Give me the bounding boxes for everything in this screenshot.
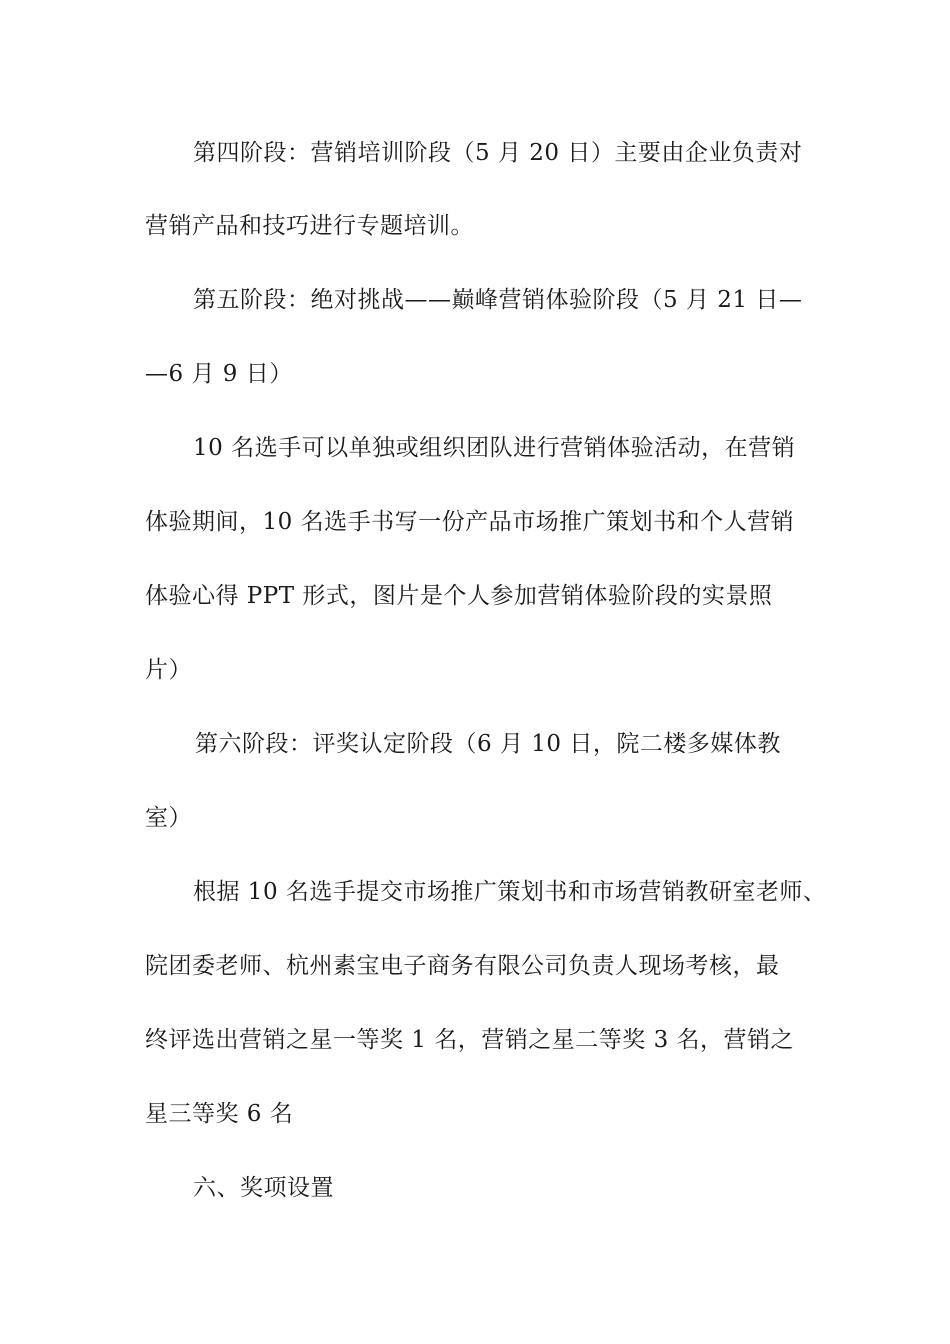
paragraph-activity-line1: 10 名选手可以单独或组织团队进行营销体验活动，在营销	[193, 435, 796, 461]
paragraph-evaluation-line3: 终评选出营销之星一等奖 1 名，营销之星二等奖 3 名，营销之	[145, 1027, 795, 1053]
paragraph-evaluation-line4: 星三等奖 6 名	[145, 1101, 294, 1127]
paragraph-stage5-line2: —6 月 9 日）	[145, 361, 293, 387]
paragraph-stage5-line1: 第五阶段：绝对挑战——巅峰营销体验阶段（5 月 21 日—	[193, 287, 803, 313]
paragraph-stage4-line2: 营销产品和技巧进行专题培训。	[145, 213, 474, 239]
paragraph-stage4-line1: 第四阶段：营销培训阶段（5 月 20 日）主要由企业负责对	[193, 140, 803, 166]
paragraph-stage6-line2: 室）	[145, 805, 192, 831]
section-heading-awards: 六、奖项设置	[193, 1175, 334, 1201]
paragraph-evaluation-line1: 根据 10 名选手提交市场推广策划书和市场营销教研室老师、	[193, 879, 827, 905]
paragraph-activity-line4: 片）	[145, 657, 192, 683]
paragraph-stage6-line1: 第六阶段：评奖认定阶段（6 月 10 日，院二楼多媒体教	[195, 731, 781, 757]
paragraph-activity-line3: 体验心得 PPT 形式，图片是个人参加营销体验阶段的实景照	[145, 583, 773, 609]
paragraph-activity-line2: 体验期间，10 名选手书写一份产品市场推广策划书和个人营销	[145, 509, 795, 535]
paragraph-evaluation-line2: 院团委老师、杭州素宝电子商务有限公司负责人现场考核，最	[145, 953, 780, 979]
